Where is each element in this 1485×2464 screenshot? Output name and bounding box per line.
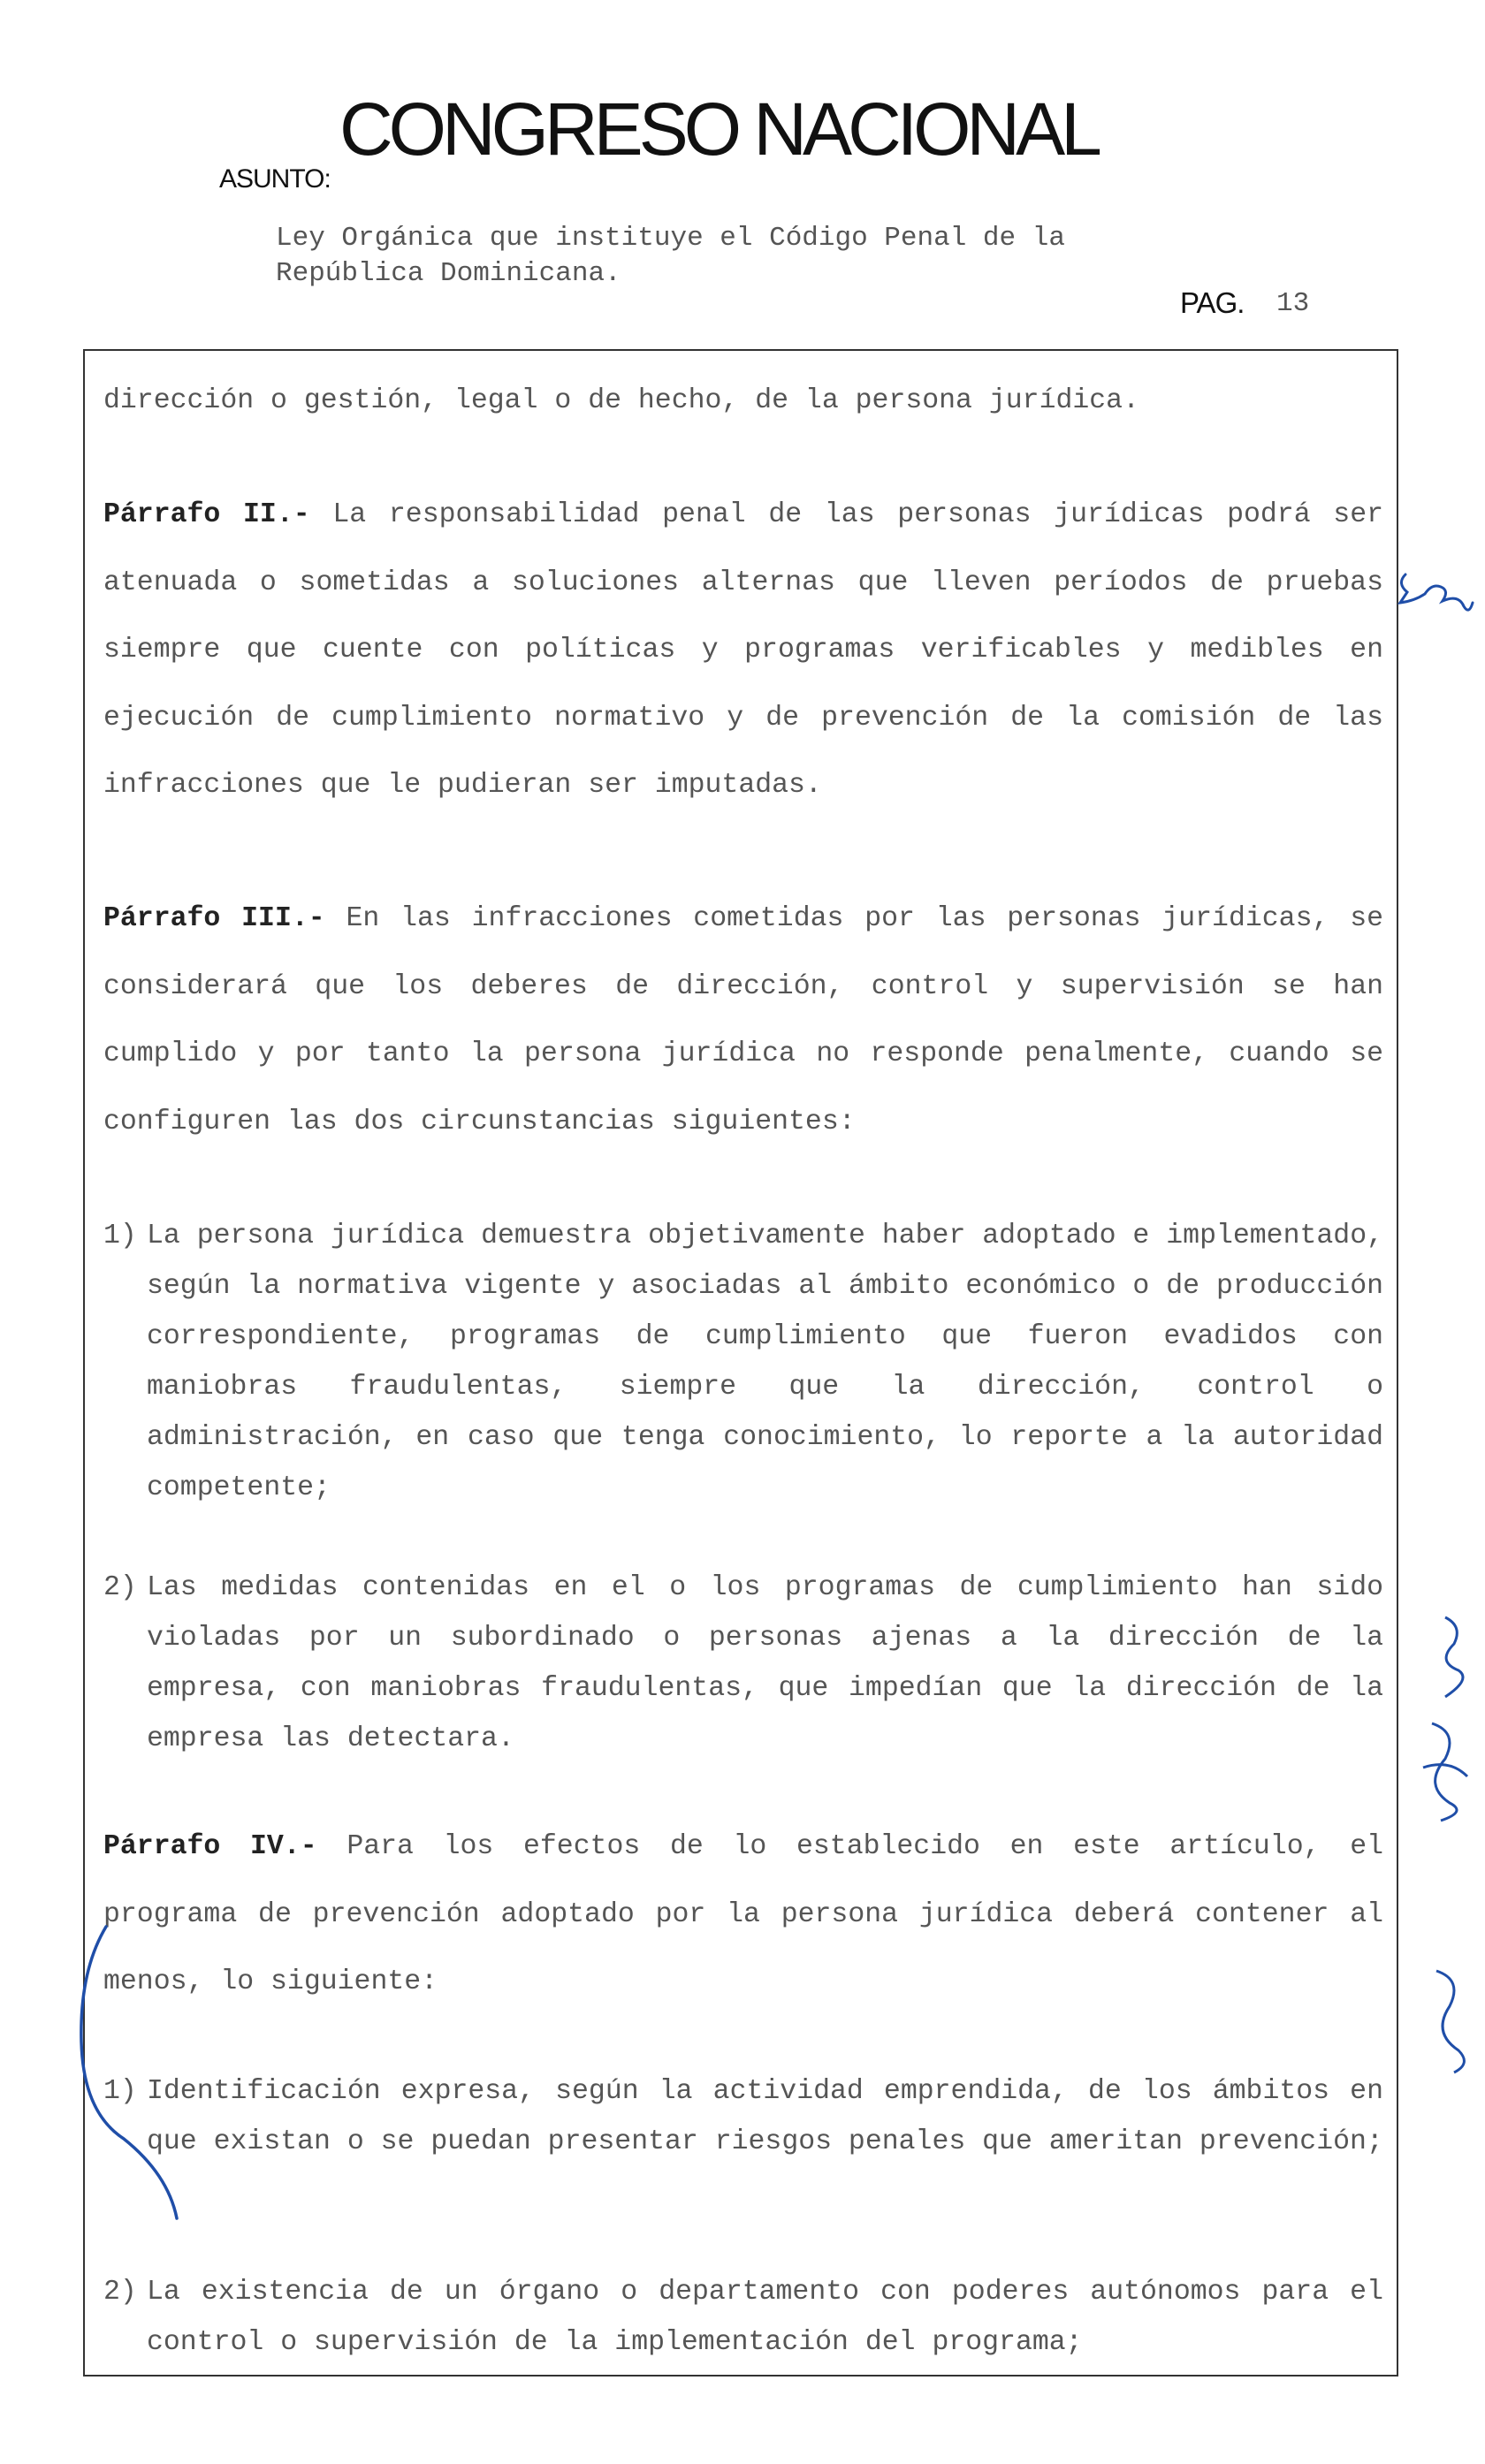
subject-text xyxy=(276,221,1065,292)
page-label: PAG. xyxy=(1180,286,1245,319)
parrafo-3-label: Párrafo III.- xyxy=(103,903,325,934)
parrafo-4-text: Para los efectos de lo establecido en este artículo, el programa de prevención adoptado por la persona jurídica deberá contener al menos, lo siguiente: xyxy=(103,1831,1384,1997)
parrafo-2 xyxy=(103,482,1383,820)
handwritten-initials-icon xyxy=(1410,1608,1481,1715)
parrafo-4-label: Párrafo IV.- xyxy=(103,1831,317,1862)
list-item xyxy=(103,2066,1383,2167)
handwritten-initials-icon xyxy=(1388,548,1481,627)
list-item-text: La existencia de un órgano o departamento con poderes autónomos para el control o supervisión de la implementación del programa; xyxy=(147,2277,1383,2358)
parrafo-2-label: Párrafo II.- xyxy=(103,499,310,530)
parrafo-3-text: En las infracciones cometidas por las personas jurídicas, se considerará que los deberes de dirección, control y supervisión se han cumplido y por tanto la persona jurídica no responde penalmente, cuando se configuren las dos circunstancias siguientes: xyxy=(103,903,1383,1137)
subject-line-2: República Dominicana. xyxy=(276,258,621,289)
intro-paragraph: dirección o gestión, legal o de hecho, de la persona jurídica. xyxy=(103,385,1139,416)
list-item xyxy=(103,1563,1383,1764)
list-item xyxy=(103,1211,1383,1513)
list-item-number: 2) xyxy=(103,1572,137,1603)
intro-block xyxy=(103,368,1383,436)
asunto-label: ASUNTO: xyxy=(219,164,331,194)
page-number: 13 xyxy=(1276,288,1310,319)
list-item-text: Identificación expresa, según la actividad emprendida, de los ámbitos en que existan o se puedan presentar riesgos penales que ameritan prevención; xyxy=(147,2076,1383,2157)
list-item-text: Las medidas contenidas en el o los programas de cumplimiento han sido violadas por un subordinado o personas ajenas a la dirección de la empresa, con maniobras fraudulentas, que impedían que la dirección de la empresa las detectara. xyxy=(147,1572,1383,1754)
list-item-number: 1) xyxy=(103,2076,137,2107)
list-item-number: 1) xyxy=(103,1221,137,1251)
letterhead-title: CONGRESO NACIONAL xyxy=(339,87,1098,171)
handwritten-initials-icon xyxy=(1414,1962,1481,2077)
list-item-number: 2) xyxy=(103,2277,137,2308)
parrafo-3 xyxy=(103,886,1383,1156)
list-item xyxy=(103,2267,1383,2368)
parrafo-2-text: La responsabilidad penal de las personas jurídicas podrá ser atenuada o sometidas a soluciones alternas que lleven períodos de pruebas siempre que cuente con políticas y programas verificables y medibles en ejecución de cumplimiento normativo y de prevención de la comisión de las infracciones que le pudieran ser imputadas. xyxy=(103,499,1384,801)
subject-line-1: Ley Orgánica que instituye el Código Penal de la xyxy=(276,223,1065,254)
list-item-text: La persona jurídica demuestra objetivamente haber adoptado e implementado, según la normativa vigente y asociadas al ámbito económico o de producción correspondiente, programas de cumplimiento que fueron evadidos con maniobras fraudulentas, siempre que la dirección, control o administración, en caso que tenga conocimiento, lo reporte a la autoridad competente; xyxy=(147,1221,1383,1503)
parrafo-4 xyxy=(103,1814,1383,2017)
handwritten-signature-icon xyxy=(71,1918,194,2227)
handwritten-initials-icon xyxy=(1405,1706,1481,1829)
